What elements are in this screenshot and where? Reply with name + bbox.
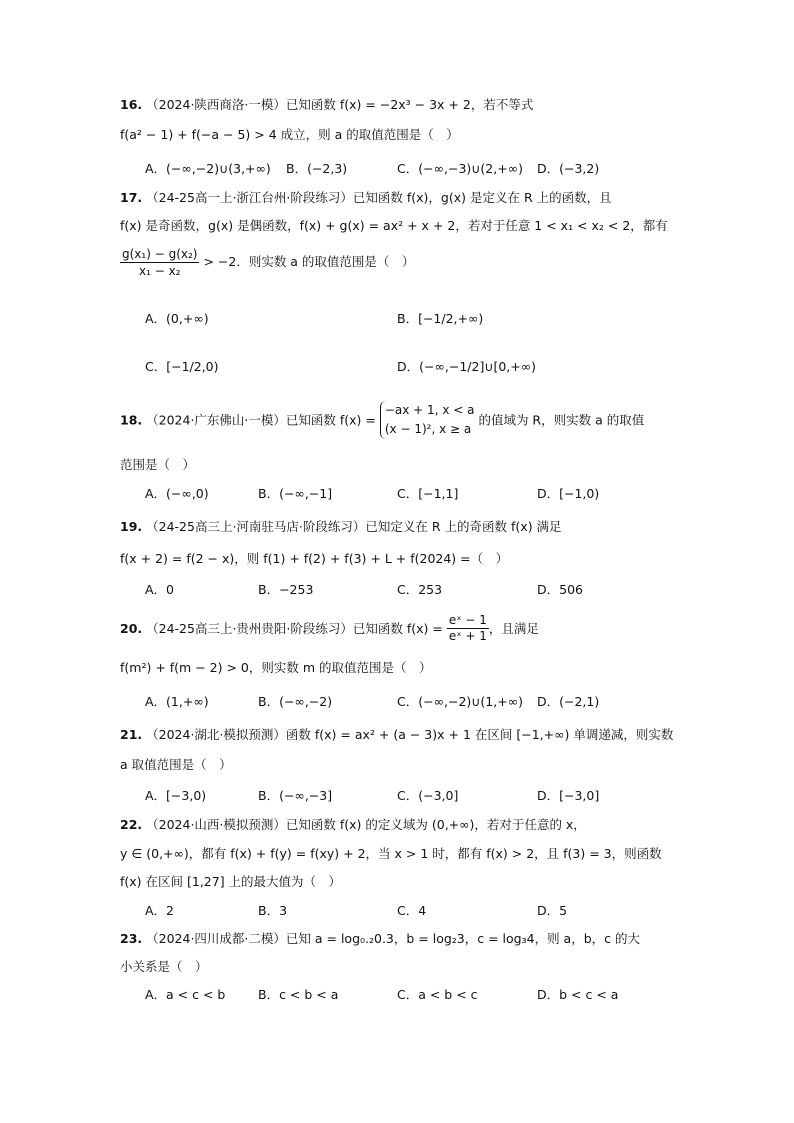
option-d: D．(−3,2) <box>537 161 600 176</box>
question-stem: 的值域为 R，则实数 a 的取值 <box>478 412 645 428</box>
option-c: C．4 <box>397 903 427 918</box>
question-stem: （24-25高三上·贵州贵阳·阶段练习）已知函数 f(x) = <box>146 621 443 636</box>
question-23-line-2 <box>120 958 208 976</box>
option-b: B．−253 <box>258 582 314 597</box>
fraction-numerator: eˣ − 1 <box>448 613 487 627</box>
option-c: C．a < b < c <box>397 987 478 1002</box>
question-stem: （2024·陕西商洛·一模）已知函数 f(x) = −2x³ − 3x + 2，若不等式 <box>146 97 534 112</box>
question-20-line-2 <box>120 659 431 677</box>
question-23-line-1 <box>120 930 640 948</box>
option-a: A．[−3,0) <box>145 788 207 803</box>
fraction <box>447 613 489 644</box>
question-21-line-1 <box>120 726 673 744</box>
question-19-line-1 <box>120 518 562 536</box>
question-stem: f(m²) + f(m − 2) > 0，则实数 m 的取值范围是（ ） <box>120 660 432 675</box>
option-d: D．b < c < a <box>537 987 619 1002</box>
question-stem: （2024·山西·模拟预测）已知函数 f(x) 的定义域为 (0,+∞)，若对于任意的 x， <box>146 817 586 832</box>
fraction-denominator: x₁ − x₂ <box>138 264 181 278</box>
question-stem: 小关系是（ ） <box>120 959 208 974</box>
question-stem: （2024·广东佛山·一模）已知函数 f(x) = <box>146 412 376 428</box>
question-17-line-2 <box>120 217 668 235</box>
option-a: A．(0,+∞) <box>145 311 209 326</box>
question-stem: f(a² − 1) + f(−a − 5) > 4 成立，则 a 的取值范围是（ ） <box>120 127 459 142</box>
option-b: B．(−∞,−2) <box>258 694 333 709</box>
question-16-line-2 <box>120 126 459 144</box>
option-d: D．[−1,0) <box>537 486 600 501</box>
question-21-line-2 <box>120 756 232 774</box>
question-stem: y ∈ (0,+∞)，都有 f(x) + f(y) = f(xy) + 2，当 x > 1 时，都有 f(x) > 2，且 f(3) = 3，则函数 <box>120 846 662 861</box>
option-d: D．5 <box>537 903 568 918</box>
option-c: C．253 <box>397 582 443 597</box>
question-22-line-2 <box>120 845 662 863</box>
piecewise-function <box>380 401 475 439</box>
question-19-line-2 <box>120 550 508 568</box>
fraction <box>120 246 199 279</box>
option-c: C．(−3,0] <box>397 788 459 803</box>
option-a: A．a < c < b <box>145 987 226 1002</box>
fraction-numerator: g(x₁) − g(x₂) <box>122 247 198 261</box>
question-20-line-1 <box>120 613 539 644</box>
option-b: B．c < b < a <box>258 987 339 1002</box>
question-number: 16. <box>120 97 143 112</box>
question-stem: f(x + 2) = f(2 − x)，则 f(1) + f(2) + f(3) + L + f(2024) =（ ） <box>120 551 509 566</box>
question-stem: f(x) 是奇函数，g(x) 是偶函数，f(x) + g(x) = ax² + x + 2，若对于任意 1 < x₁ < x₂ < 2，都有 <box>120 218 668 233</box>
question-22-line-1 <box>120 816 586 834</box>
question-number: 17. <box>120 190 143 205</box>
option-a: A．0 <box>145 582 175 597</box>
question-16-line-1 <box>120 96 533 114</box>
option-a: A．(−∞,0) <box>145 486 209 501</box>
question-stem: > −2．则实数 a 的取值范围是（ ） <box>199 254 415 269</box>
option-d: D．506 <box>537 582 583 597</box>
option-c: C．[−1,1] <box>397 486 459 501</box>
option-b: B．3 <box>258 903 288 918</box>
fraction-denominator: eˣ + 1 <box>448 629 487 643</box>
option-d: D．(−2,1) <box>537 694 600 709</box>
option-b: B．(−∞,−3] <box>258 788 333 803</box>
question-number: 19. <box>120 519 143 534</box>
option-c: C．(−∞,−3)∪(2,+∞) <box>397 161 523 176</box>
question-stem: （24-25高三上·河南驻马店·阶段练习）已知定义在 R 上的奇函数 f(x) 满足 <box>146 519 562 534</box>
option-d: D．(−∞,−1/2]∪[0,+∞) <box>397 359 537 374</box>
question-stem: ，且满足 <box>488 621 539 636</box>
question-17-line-3 <box>120 246 414 279</box>
question-stem: （24-25高一上·浙江台州·阶段练习）已知函数 f(x)，g(x) 是定义在 R 上的函数，且 <box>146 190 612 205</box>
option-c: C．(−∞,−2)∪(1,+∞) <box>397 694 523 709</box>
piece-2: (x − 1)², x ≥ a <box>384 422 472 436</box>
option-b: B．[−1/2,+∞) <box>397 311 484 326</box>
option-c: C．[−1/2,0) <box>145 359 219 374</box>
option-b: B．(−2,3) <box>286 161 348 176</box>
question-number: 22. <box>120 817 143 832</box>
option-a: A．(1,+∞) <box>145 694 209 709</box>
question-stem: a 取值范围是（ ） <box>120 757 232 772</box>
question-number: 20. <box>120 621 143 636</box>
option-d: D．[−3,0] <box>537 788 600 803</box>
option-b: B．(−∞,−1] <box>258 486 333 501</box>
question-number: 23. <box>120 931 143 946</box>
question-18-line-2 <box>120 456 195 474</box>
question-stem: （2024·湖北·模拟预测）函数 f(x) = ax² + (a − 3)x + 1 在区间 [−1,+∞) 单调递减，则实数 <box>146 727 674 742</box>
question-18-line-1 <box>120 401 644 439</box>
question-17-line-1 <box>120 189 612 207</box>
question-number: 21. <box>120 727 143 742</box>
piece-1: −ax + 1, x < a <box>384 403 475 417</box>
question-22-line-3 <box>120 873 341 891</box>
question-stem: f(x) 在区间 [1,27] 上的最大值为（ ） <box>120 874 342 889</box>
option-a: A．2 <box>145 903 175 918</box>
question-number: 18. <box>120 412 143 428</box>
question-stem: 范围是（ ） <box>120 457 196 472</box>
question-stem: （2024·四川成都·二模）已知 a = log₀.₂0.3，b = log₂3，c = log₃4，则 a，b，c 的大 <box>146 931 640 946</box>
option-a: A．(−∞,−2)∪(3,+∞) <box>145 161 271 176</box>
